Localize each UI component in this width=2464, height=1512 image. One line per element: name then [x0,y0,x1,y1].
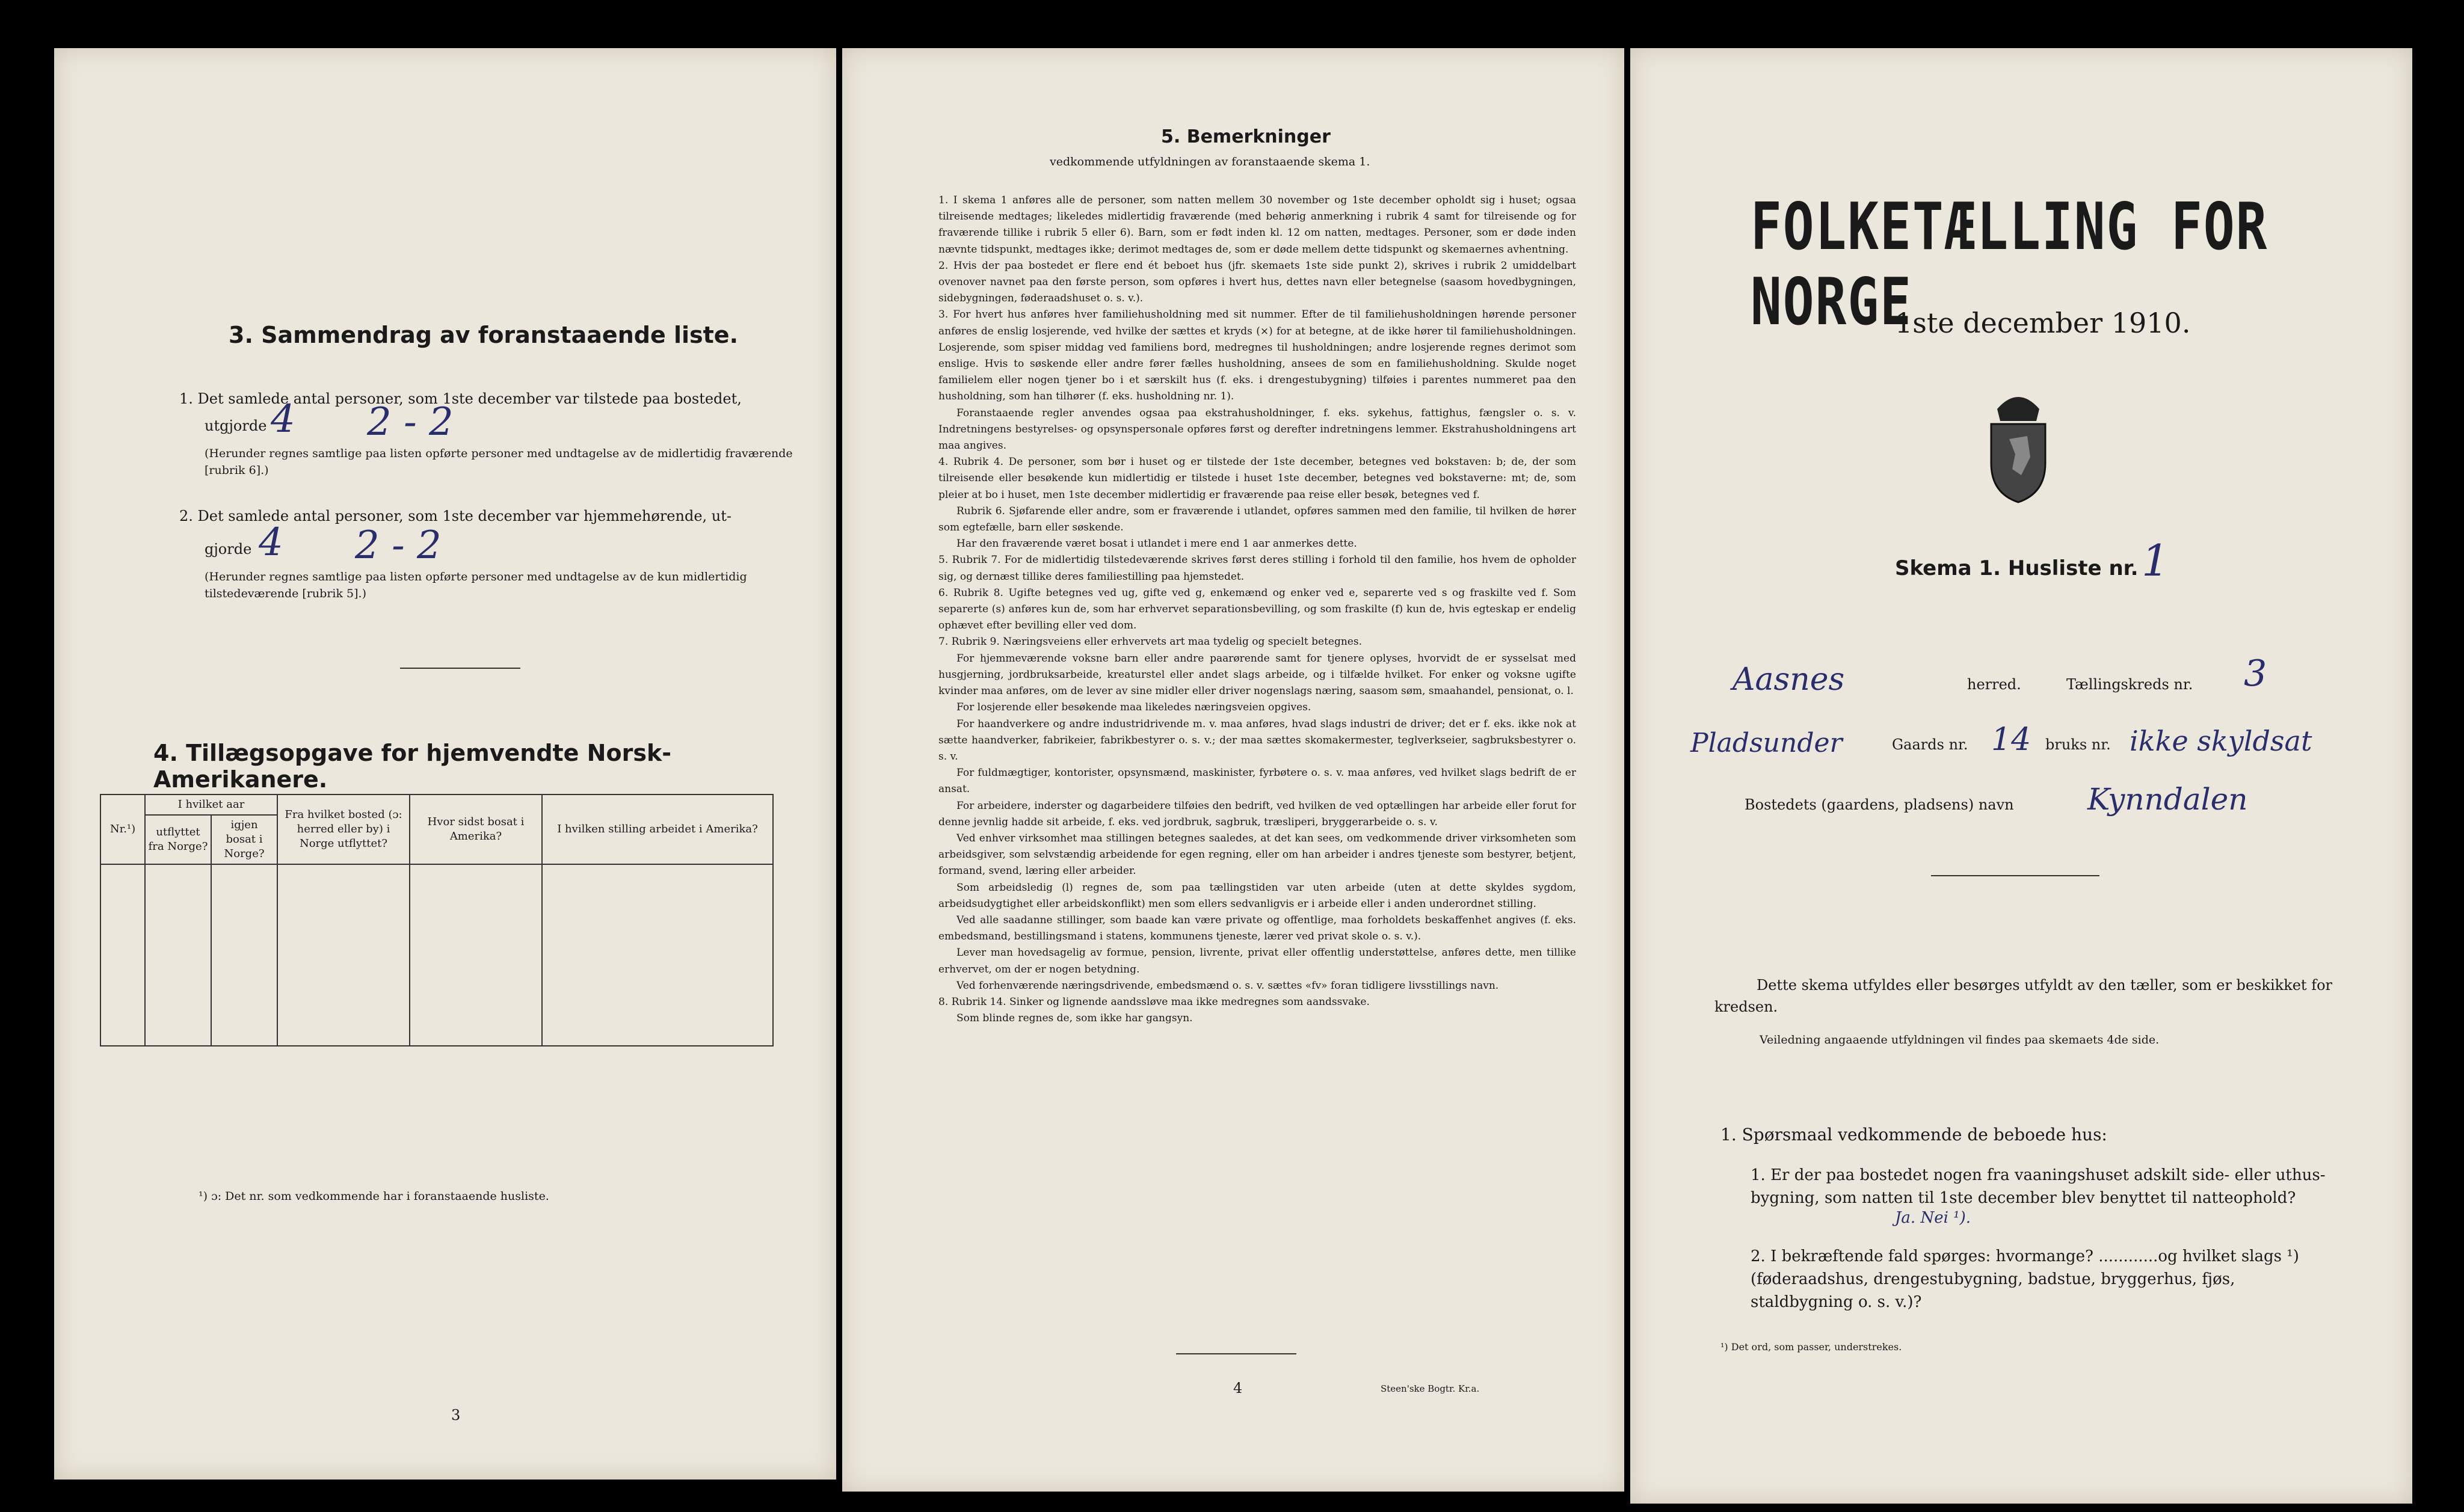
col-group-aar: I hvilket aar [145,794,277,815]
question-1: 1. Er der paa bostedet nogen fra vaaningshuset adskilt side- eller uthus-bygning, som natten til 1ste december blev benyttet til natteophold? [1751,1166,2326,1207]
page-1 [1630,48,2412,1504]
table-row [100,901,773,937]
page-3 [54,48,836,1480]
remark-paragraph: Som blinde regnes de, som ikke har gangsyn. [956,1012,1193,1025]
divider [1176,1353,1296,1354]
herred-value: Aasnes [1732,662,1845,698]
remarks-body [938,192,1576,1027]
item1-note: (Herunder regnes samtlige paa listen opførte personer med undtagelse av de midlertidig fraværende [rubrik 6].) [205,447,793,477]
remark-paragraph: For losjerende eller besøkende maa likeledes næringsveien opgives. [956,701,1311,714]
col-amerika: Hvor sidst bosat i Amerika? [410,794,542,864]
section-4-title: 4. Tillægsopgave for hjemvendte Norsk-Amerikanere. [153,740,671,793]
remark-paragraph: Ved alle saadanne stillinger, som baade kan være private og offentlige, maa forholdets beskaffenhet angives (f. eks. embedsmand, bestillingsmand i statens, kommunens tjeneste, lærer ved privat skole o. s. v.). [938,914,1576,943]
item1-prefix: utgjorde [205,417,267,434]
summary-item-1: 1. Det samlede antal personer, som 1ste december var tilstede paa bostedet, [179,390,742,407]
section-3-title: 3. Sammendrag av foranstaaende liste. [229,322,739,348]
skema-label: Skema 1. Husliste nr. [1895,556,2139,580]
col-utflyttet: utflyttet fra Norge? [145,815,211,864]
remark-paragraph: 8. Rubrik 14. Sinker og lignende aandssløve maa ikke medregnes som aandssvake. [938,995,1370,1008]
bruk-value: ikke skyldsat [2130,725,2312,757]
remark-paragraph: For fuldmægtiger, kontorister, opsynsmænd, maskinister, fyrbøtere o. s. v. maa anføres, ved hvilket slags bedrift de er ansat. [938,767,1576,796]
intro-text: Dette skema utfyldes eller besørges utfyldt av den tæller, som er beskikket for kredsen. [1714,977,2333,1015]
remark-paragraph: For arbeidere, inderster og dagarbeidere tilføies den bedrift, ved hvilken de ved optællingen har arbeide eller forut for denne jevnlig hadde sit arbeide, f. eks. ved jordbruk, sagbruk, træsliperi, bryggerarbeide o. s. v. [938,799,1576,828]
summary-item-2: 2. Det samlede antal personer, som 1ste december var hjemmehørende, ut- [179,508,732,524]
gaard-label: Gaards nr. [1892,736,1968,753]
bosted-value: Kynndalen [2087,782,2248,817]
table-footnote: ¹) ɔ: Det nr. som vedkommende har i foranstaaende husliste. [199,1190,549,1203]
coat-of-arms-icon [1973,385,2063,505]
remark-paragraph: 6. Rubrik 8. Ugifte betegnes ved ug, gifte ved g, enkemænd og enker ved e, separerte ved s og fraskilte ved f. Som separerte (s) anføres kun de, som har erhvervet separationsbevilling, og som fraskilte (f) kun de, hvis egteskap er endelig ophævet efter bevilling eller ved dom. [938,586,1576,632]
herred-label: herred. [1967,676,2021,693]
bosted-label: Bostedets (gaardens, pladsens) navn [1745,796,2014,813]
remark-paragraph: 4. Rubrik 4. De personer, som bør i huset og er tilstede der 1ste december, betegnes ved bokstaven: b; de, der som tilreisende eller besøkende kun midlertidig er tilstede i huset 1ste december, betegnes ved bokstaverne: mt; de, som pleier at bo i huset, men 1ste december midlertidig er fraværende paa reise eller besøk, betegnes ved f. [938,456,1576,501]
remark-paragraph: 1. I skema 1 anføres alle de personer, som natten mellem 30 november og 1ste december opholdt sig i huset; ogsaa tilreisende medtages; likeledes midlertidig fraværende (med behørig anmerkning i rubrik 4 samt for tilreisende og for fraværende tillike i rubrik 5 eller 6). Barn, som er født inden kl. 12 om natten, medtages. Personer, som er døde inden nævnte tidspunkt, medtages ikke; derimot medtages de, som er døde mellem dette tidspunkt og skemaernes avhentning. [938,194,1576,256]
gaard-prefix: Pladsunder [1690,728,1843,758]
divider [1931,875,2099,876]
remark-paragraph: Har den fraværende været bosat i utlandet i mere end 1 aar anmerkes dette. [956,538,1357,550]
remarks-subtitle: vedkommende utfyldningen av foranstaaende skema 1. [1050,155,1370,168]
question-1-answer: Ja. Nei ¹). [1895,1209,1971,1227]
husliste-nr: 1 [2142,535,2169,586]
item2-value: 4 [259,520,283,565]
remark-paragraph: 7. Rubrik 9. Næringsveiens eller erhvervets art maa tydelig og specielt betegnes. [938,636,1362,648]
item2-hand: 2 - 2 [355,523,442,568]
col-igjen: igjen bosat i Norge? [211,815,277,864]
intro-note: Veiledning angaaende utfyldningen vil findes paa skemaets 4de side. [1760,1033,2160,1046]
kreds-value: 3 [2244,653,2267,695]
col-nr: Nr.¹) [100,794,145,864]
footnote: ¹) Det ord, som passer, understrekes. [1720,1341,1902,1353]
remark-paragraph: Ved enhver virksomhet maa stillingen betegnes saaledes, at det kan sees, om vedkommende driver virksomheten som arbeidsgiver, som selvstændig arbeidende for egen regning, eller om han arbeider i andres tjeneste som bestyrer, betjent, formand, svend, læring eller arbeider. [938,832,1576,877]
page-4 [842,48,1624,1492]
gaard-value: 14 [1991,722,2031,758]
divider [400,668,520,669]
question-2: 2. I bekræftende fald spørges: hvormange? ............og hvilket slags ¹) (føderaadshus, drengestubygning, badstue, bryggerhus, fjøs, staldbygning o. s. v.)? [1751,1247,2299,1311]
question-heading: 1. Spørsmaal vedkommende de beboede hus: [1720,1125,2107,1145]
census-title: FOLKETÆLLING FOR NORGE [1751,189,2268,340]
kreds-label: Tællingskreds nr. [2066,676,2193,693]
col-stilling: I hvilken stilling arbeidet i Amerika? [542,794,773,864]
item1-value: 4 [271,397,295,441]
table-row [100,864,773,901]
remark-paragraph: Foranstaaende regler anvendes ogsaa paa ekstrahusholdninger, f. eks. sykehus, fattighus, fængsler o. s. v. Indretningens bestyrelses- og opsynspersonale opføres først og derefter indretningens lemmer. Ekstrahusholdningens art maa angives. [938,407,1576,452]
bruk-label: bruks nr. [2045,736,2111,753]
item2-note: (Herunder regnes samtlige paa listen opførte personer med undtagelse av de kun midlertidig tilstedeværende [rubrik 5].) [205,570,747,600]
remark-paragraph: 2. Hvis der paa bostedet er flere end ét beboet hus (jfr. skemaets 1ste side punkt 2), skrives i rubrik 2 umiddelbart ovenover navnet paa den første person, som opføres i hvert hus, dettes navn eller betegnelse (saasom hovedbygningen, sidebygningen, føderaadshuset o. s. v.). [938,259,1576,305]
remark-paragraph: For haandverkere og andre industridrivende m. v. maa anføres, hvad slags industri de driver; det er f. eks. ikke nok at sætte haandverker, fabrikeier, fabrikbestyrer o. s. v.; der maa sættes skomakermester, teglverkseier, sagbruksbestyrer o. s. v. [938,718,1576,763]
page-number: 4 [1233,1380,1243,1397]
remarks-title: 5. Bemerkninger [1161,126,1331,147]
item1-hand: 2 - 2 [367,400,454,444]
remark-paragraph: Rubrik 6. Sjøfarende eller andre, som er fraværende i utlandet, opføres sammen med den familie, til hvilken de hører som egtefælle, barn eller søskende. [938,505,1576,534]
table-row [100,973,773,1009]
census-date: 1ste december 1910. [1895,307,2191,339]
norsk-amerikanere-table [100,794,774,1046]
remark-paragraph: For hjemmeværende voksne barn eller andre paarørende samt for tjenere oplyses, hvorvidt de er sysselsat med husgjerning, jordbruksarbeide, kreaturstel eller andet slags arbeide, og i tilfælde hvilket. For enker og voksne ugifte kvinder maa anføres, om de lever av sine midler eller driver nogenslags næring, saasom søm, smaahandel, pensionat, o. l. [938,652,1576,698]
remark-paragraph: Lever man hovedsagelig av formue, pension, livrente, privat eller offentlig understøttelse, anføres dette, men tillike erhvervet, om der er nogen betydning. [938,947,1576,976]
table-row [100,1009,773,1046]
printer-mark: Steen'ske Bogtr. Kr.a. [1381,1383,1480,1394]
col-bosted: Fra hvilket bosted (ɔ: herred eller by) i Norge utflyttet? [277,794,410,864]
remark-paragraph: 5. Rubrik 7. For de midlertidig tilstedeværende skrives først deres stilling i forhold til den familie, hos hvem de opholder sig, og dernæst tillike deres familiestilling paa hjemstedet. [938,554,1576,583]
item2-prefix: gjorde [205,541,252,558]
remark-paragraph: 3. For hvert hus anføres hver familiehusholdning med sit nummer. Efter de til familiehusholdningen hørende personer anføres de enslig losjerende, ved hvilke der sættes et kryds (×) for at betegne, at de ikke hører til familiehusholdningen. Losjerende, som spiser middag ved familiens bord, medregnes til husholdningen; andre losjerende regnes derimot som enslige. Hvis to søskende eller andre fører fælles husholdning, ansees de som en familiehusholdning. Skulde noget familielem eller nogen tjener bo i et særskilt hus (f. eks. i drengestubygning) tilføies i parentes nummeret paa den husholdning, som han tilhører (f. eks. husholdning nr. 1). [938,309,1576,403]
remark-paragraph: Som arbeidsledig (l) regnes de, som paa tællingstiden var uten arbeide (uten at dette skyldes sygdom, arbeidsudygtighet eller arbeidskonflikt) men som ellers sedvanligvis er i arbeide eller i anden underordnet stilling. [938,881,1576,910]
page-number: 3 [451,1407,461,1424]
table-row [100,937,773,973]
remark-paragraph: Ved forhenværende næringsdrivende, embedsmænd o. s. v. sættes «fv» foran tidligere livsstillings navn. [956,979,1499,992]
